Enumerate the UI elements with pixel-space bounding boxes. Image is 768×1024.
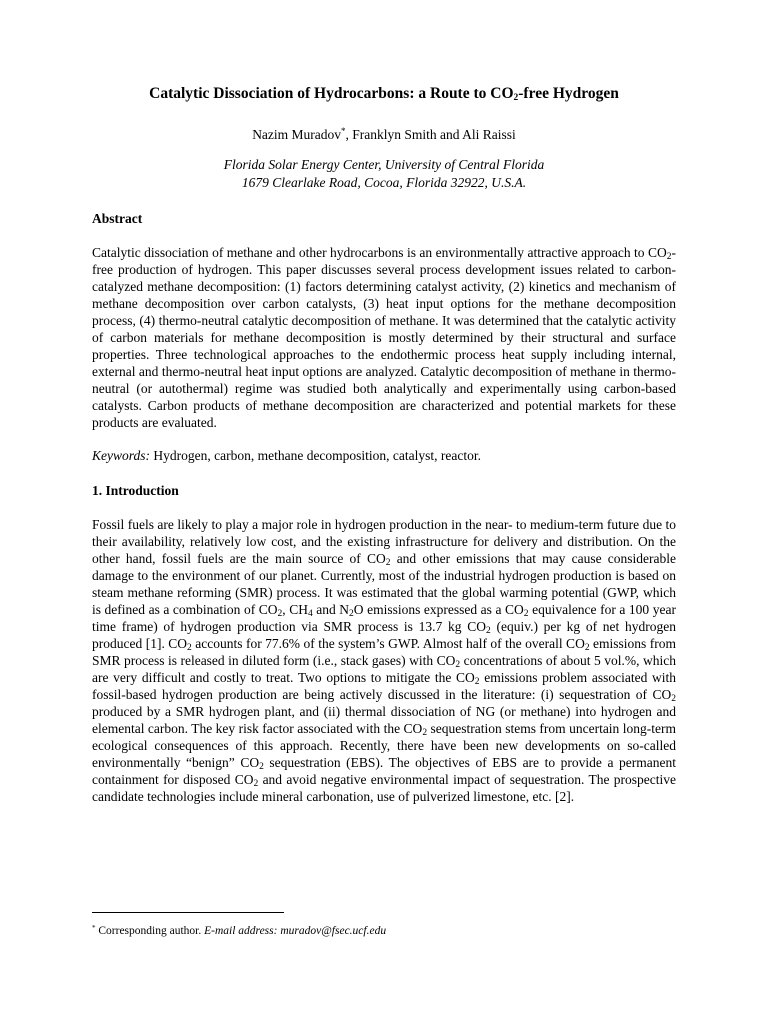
text-run: (equiv.) per kg of net hydrogen produced [1]. CO bbox=[92, 619, 676, 651]
subscript: 2 bbox=[253, 779, 259, 789]
introduction-heading: 1. Introduction bbox=[92, 483, 179, 498]
text-run: and other emissions that may cause considerable damage to the environment of our planet. Currently, most of the industrial hydrogen production is based on steam methane reforming (SMR) process. It was estimated that the global warming potential (GWP, which is defined as a combination of CO bbox=[92, 551, 676, 617]
text-run: accounts for 77.6% of the system’s GWP. Almost half of the overall CO bbox=[191, 636, 585, 651]
text-run: equivalence for a 100 year time frame) of hydrogen production via SMR process is 13.7 kg CO bbox=[92, 602, 676, 634]
subscript: 2 bbox=[187, 643, 192, 653]
text-run: concentrations of about 5 vol.%, which are very difficult and costly to treat. Two options to mitigate the CO bbox=[92, 653, 676, 685]
subscript: 2 bbox=[666, 252, 672, 262]
title-text: Catalytic Dissociation of Hydrocarbons: a Route to CO bbox=[149, 85, 514, 102]
author-others: , Franklyn Smith and Ali Raissi bbox=[345, 127, 516, 142]
text-run: emissions from SMR process is released in diluted form (i.e., stack gases) with CO bbox=[92, 636, 677, 668]
subscript: 2 bbox=[349, 609, 354, 619]
text-run: and avoid negative environmental impact of sequestration. The prospective candidate technologies include mineral carbonation, use of pulverized limestone, etc. [2]. bbox=[92, 772, 676, 804]
paper-page bbox=[92, 84, 676, 805]
paper-title bbox=[92, 84, 676, 104]
text-run: sequestration stems from uncertain long-term ecological consequences of this approach. Recently, there have been new developments on so-called environmentally “benign” CO bbox=[92, 721, 676, 770]
title-subscript: 2 bbox=[513, 93, 519, 103]
abstract-heading: Abstract bbox=[92, 211, 143, 226]
author-list bbox=[92, 126, 676, 144]
footnote-mark: * bbox=[92, 924, 96, 932]
subscript: 2 bbox=[455, 660, 461, 670]
subscript: 2 bbox=[523, 609, 529, 619]
keywords bbox=[92, 447, 676, 464]
affiliation-address: 1679 Clearlake Road, Cocoa, Florida 32922, U.S.A. bbox=[241, 175, 527, 190]
text-run: emissions problem associated with fossil-based hydrogen production are being actively discussed in the literature: (i) sequestration of CO bbox=[92, 670, 676, 702]
footnote-divider bbox=[92, 912, 284, 913]
introduction-paragraph bbox=[92, 516, 676, 805]
subscript: 2 bbox=[385, 558, 391, 568]
subscript: 2 bbox=[259, 762, 264, 772]
author-first: Nazim Muradov bbox=[252, 127, 342, 142]
footnote-text: Corresponding author. bbox=[95, 925, 205, 937]
text-run: , CH bbox=[282, 602, 308, 617]
text-run: Catalytic dissociation of methane and other hydrocarbons is an environmentally attractive approach to CO bbox=[92, 245, 667, 260]
text-run: O emissions expressed as a CO bbox=[353, 602, 524, 617]
text-run: -free production of hydrogen. This paper discusses several process development issues related to carbon-catalyzed methane decomposition: (1) factors determining catalyst activity, (2) kinetics and mechanism of methane decomposition over carbon catalysts, (3) heat input options for the methane decomposition process, (4) thermo-neutral catalytic decomposition of methane. It was determined that the catalytic activity of carbon materials for methane decomposition is mostly determined by their structural and surface properties. Three technological approaches to the endothermic process heat supply including internal, external and thermo-neutral heat input options are analyzed. Catalytic decomposition of methane in thermo-neutral (or autothermal) regime was studied both analytically and experimentally using carbon-based catalysts. Carbon products of methane decomposition are characterized and potential markets for these products are evaluated. bbox=[92, 245, 676, 430]
subscript: 2 bbox=[474, 677, 480, 687]
text-run: produced by a SMR hydrogen plant, and (ii) thermal dissociation of NG (or methane) into hydrogen and elemental carbon. The key risk factor associated with the CO bbox=[92, 704, 676, 736]
author-email: E-mail address: muradov@fsec.ucf.edu bbox=[204, 925, 387, 937]
subscript: 2 bbox=[671, 694, 676, 704]
subscript: 4 bbox=[307, 609, 313, 619]
subscript: 2 bbox=[485, 626, 491, 636]
text-run: sequestration (EBS). The objectives of EBS are to provide a permanent containment for disposed CO bbox=[92, 755, 676, 787]
title-text-end: -free Hydrogen bbox=[518, 85, 619, 102]
corresponding-author-mark: * bbox=[341, 126, 346, 136]
affiliation bbox=[92, 156, 676, 192]
subscript: 2 bbox=[584, 643, 590, 653]
footnote bbox=[92, 921, 676, 938]
abstract-paragraph bbox=[92, 244, 676, 431]
text-run: and N bbox=[312, 602, 350, 617]
text-run: Fossil fuels are likely to play a major role in hydrogen production in the near- to medium-term future due to their availability, relatively low cost, and the existing infrastructure for delivery and distribution. On the other hand, fossil fuels are the main source of CO bbox=[92, 517, 676, 566]
affiliation-institution: Florida Solar Energy Center, University of Central Florida bbox=[223, 157, 545, 172]
subscript: 2 bbox=[277, 609, 283, 619]
keywords-text: Hydrogen, carbon, methane decomposition, catalyst, reactor. bbox=[150, 448, 482, 463]
keywords-label: Keywords: bbox=[92, 448, 150, 463]
subscript: 2 bbox=[422, 728, 428, 738]
